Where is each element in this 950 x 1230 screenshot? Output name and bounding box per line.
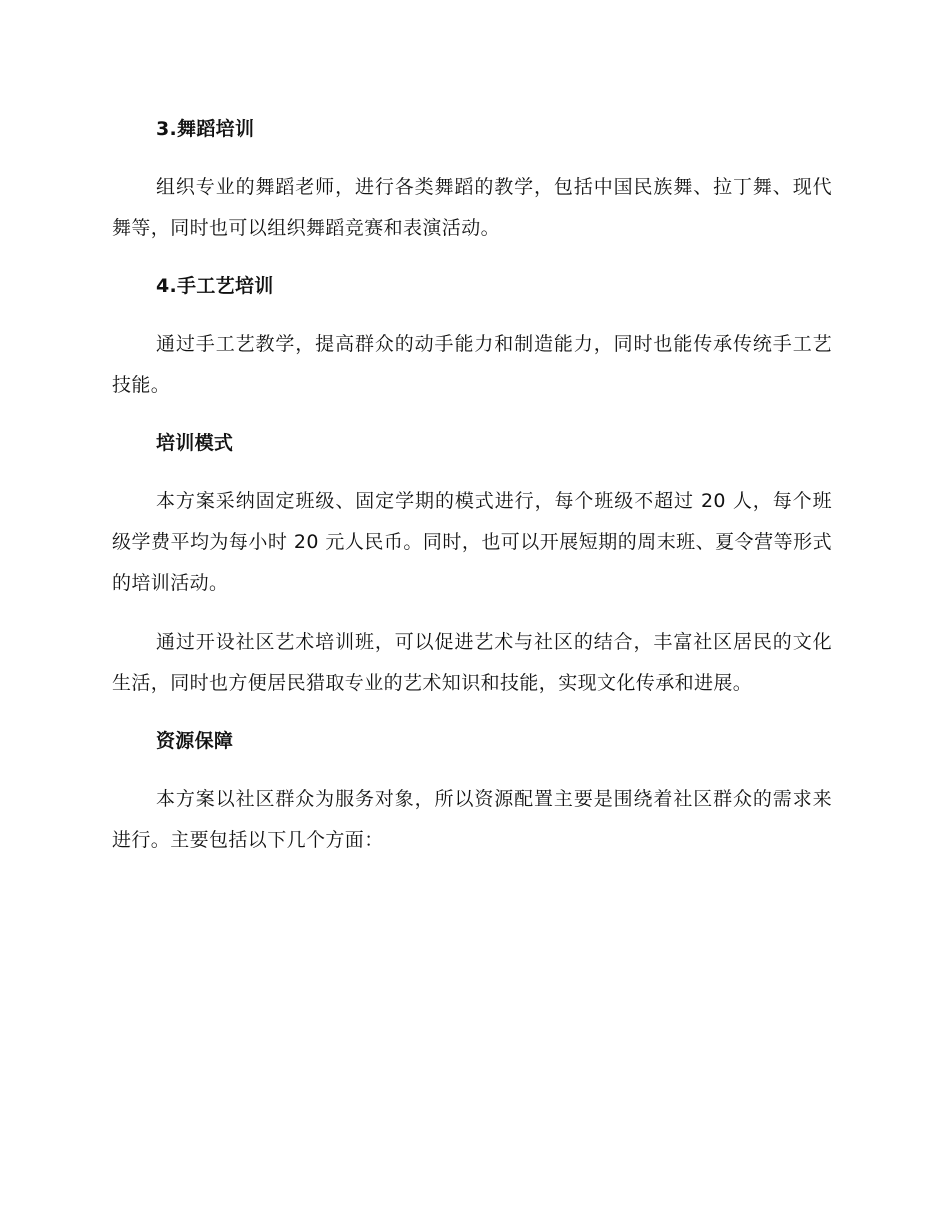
section-heading-handicraft-training: 4.手工艺培训	[156, 275, 274, 297]
section-heading-training-mode: 培训模式	[156, 432, 234, 454]
resource-guarantee-paragraph: 本方案以社区群众为服务对象，所以资源配置主要是围绕着社区群众的需求来进行。主要包括以下几个方面：	[112, 788, 832, 851]
dance-training-paragraph: 组织专业的舞蹈老师，进行各类舞蹈的教学，包括中国民族舞、拉丁舞、现代舞等，同时也可以组织舞蹈竞赛和表演活动。	[112, 176, 832, 239]
document-body	[112, 110, 832, 879]
section-heading-dance-training: 3.舞蹈培训	[156, 118, 255, 140]
training-mode-paragraph: 本方案采纳固定班级、固定学期的模式进行，每个班级不超过 20 人，每个班级学费平均为每小时 20 元人民币。同时，也可以开展短期的周末班、夏令营等形式的培训活动。	[112, 490, 832, 594]
handicraft-training-paragraph: 通过手工艺教学，提高群众的动手能力和制造能力，同时也能传承传统手工艺技能。	[112, 333, 832, 396]
training-benefit-paragraph: 通过开设社区艺术培训班，可以促进艺术与社区的结合，丰富社区居民的文化生活，同时也方便居民猎取专业的艺术知识和技能，实现文化传承和进展。	[112, 631, 832, 694]
section-heading-resource-guarantee: 资源保障	[156, 730, 234, 752]
